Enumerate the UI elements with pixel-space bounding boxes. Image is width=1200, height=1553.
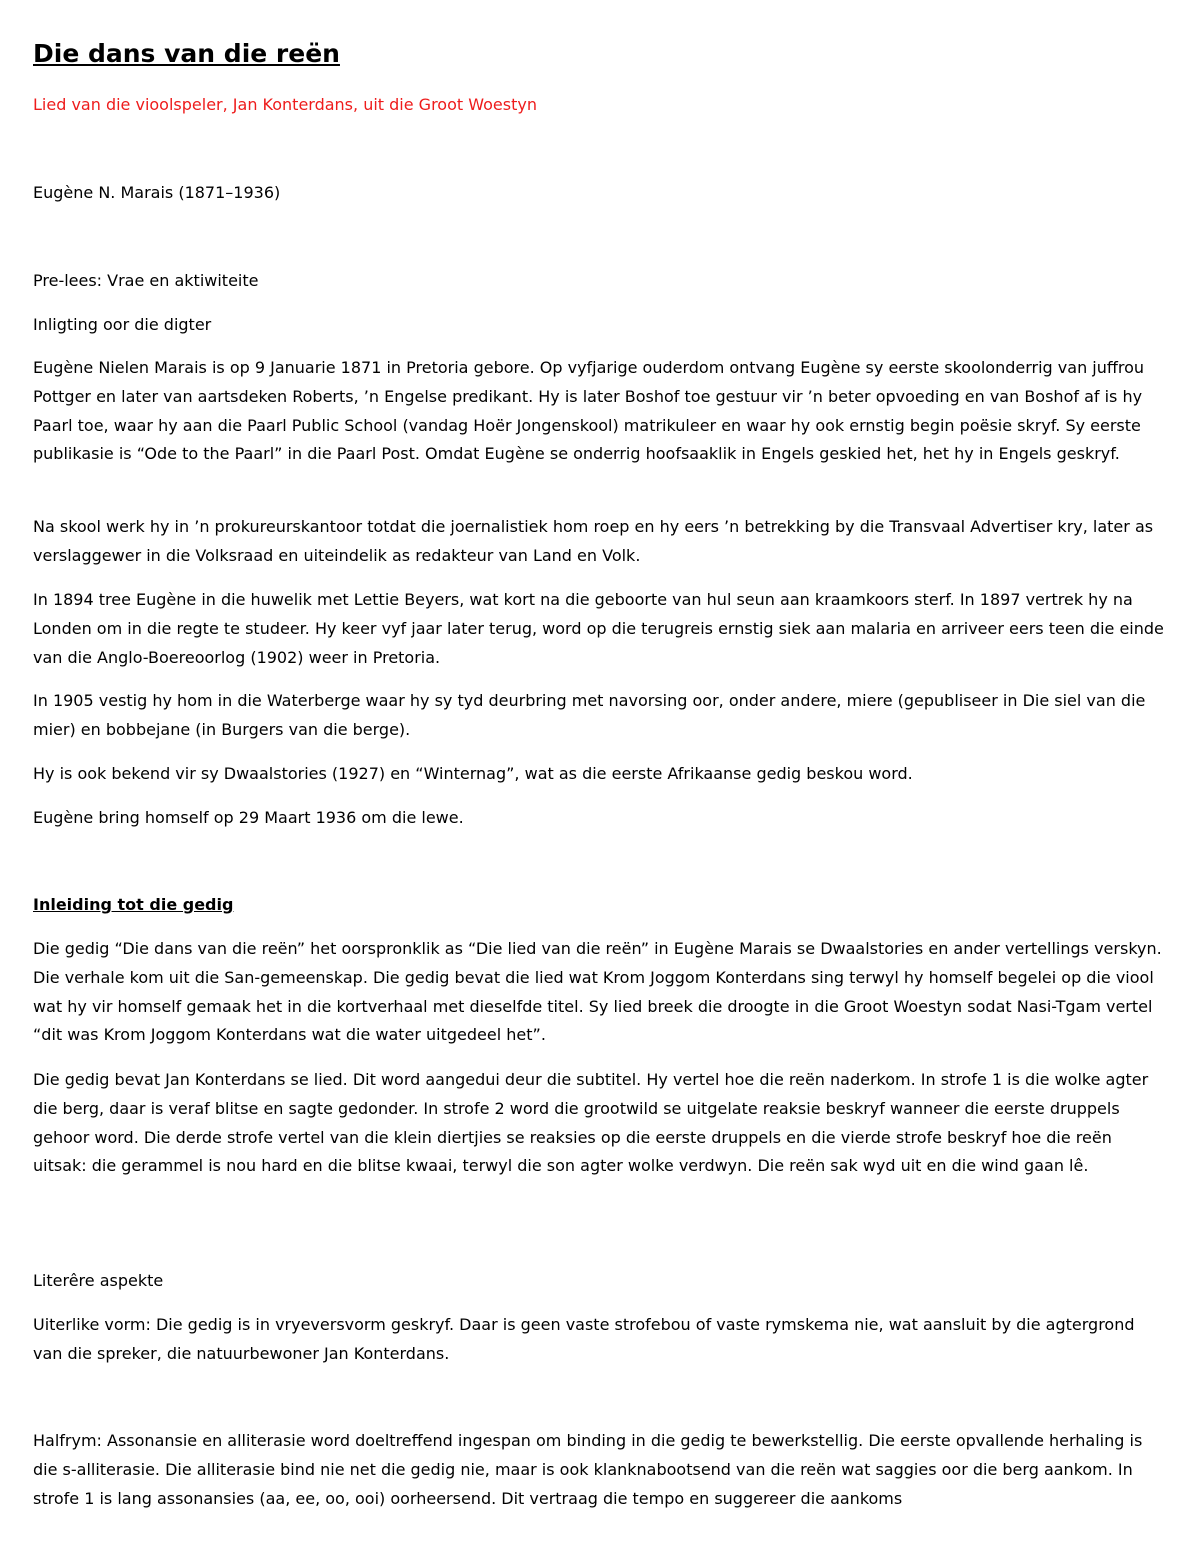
bio-paragraph-5: Hy is ook bekend vir sy Dwaalstories (1927) en “Winternag”, wat as die eerste Afrikaanse gedig beskou word.	[33, 764, 913, 783]
bio-paragraph-6: Eugène bring homself op 29 Maart 1936 om die lewe.	[33, 808, 464, 827]
literary-heading: Literêre aspekte	[33, 1271, 164, 1290]
form-paragraph: Uiterlike vorm: Die gedig is in vryeversvorm geskryf. Daar is geen vaste strofebou of vaste rymskema nie, wat aansluit by die agtergrond van die spreker, die natuurbewoner Jan Konterdans.	[33, 1315, 1135, 1363]
bio-paragraph-4: In 1905 vestig hy hom in die Waterberge waar hy sy tyd deurbring met navorsing oor, onder andere, miere (gepubliseer in Die siel van die mier) en bobbejane (in Burgers van die berge).	[33, 691, 1146, 739]
intro-paragraph-1: Die gedig “Die dans van die reën” het oorspronklik as “Die lied van die reën” in Eugène Marais se Dwaalstories en ander vertellings verskyn. Die verhale kom uit die San-gemeenskap. Die gedig bevat die lied wat Krom Joggom Konterdans sing terwyl hy homself begelei op die viool wat hy vir homself gemaak het in die kortverhaal met dieselfde titel. Sy lied breek die droogte in die Groot Woestyn sodat Nasi-Tgam vertel “dit was Krom Joggom Konterdans wat die water uitgedeel het”.	[33, 939, 1162, 1045]
bio-paragraph-1: Eugène Nielen Marais is op 9 Januarie 1871 in Pretoria gebore. Op vyfjarige ouderdom ontvang Eugène sy eerste skoolonderrig van juffrou Pottger en later van aartsdeken Roberts, ’n Engelse predikant. Hy is later Boshof toe gestuur vir ’n beter opvoeding en van Boshof af is hy Paarl toe, waar hy aan die Paarl Public School (vandag Hoër Jongenskool) matrikuleer en waar hy ook ernstig begin poësie skryf. Sy eerste publikasie is “Ode to the Paarl” in die Paarl Post. Omdat Eugène se onderrig hoofsaaklik in Engels geskied het, het hy in Engels geskryf.	[33, 358, 1145, 464]
intro-paragraph-2: Die gedig bevat Jan Konterdans se lied. Dit word aangedui deur die subtitel. Hy vertel hoe die reën naderkom. In strofe 1 is die wolke agter die berg, daar is veraf blitse en sagte gedonder. In strofe 2 word die grootwild se uitgelate reaksie beskryf wanneer die eerste druppels gehoor word. Die derde strofe vertel van die klein diertjies se reaksies op die eerste druppels en die vierde strofe beskryf hoe die reën uitsak: die gerammel is nou hard en die blitse kwaai, terwyl die son agter wolke verdwyn. Die reën sak wyd uit en die wind gaan lê.	[33, 1070, 1149, 1176]
prelees-heading: Pre-lees: Vrae en aktiwiteite	[33, 271, 259, 290]
info-heading: Inligting oor die digter	[33, 315, 212, 334]
intro-heading: Inleiding tot die gedig	[33, 895, 234, 914]
bio-paragraph-3: In 1894 tree Eugène in die huwelik met Lettie Beyers, wat kort na die geboorte van hul seun aan kraamkoors sterf. In 1897 vertrek hy na Londen om in die regte te studeer. Hy keer vyf jaar later terug, word op die terugreis ernstig siek aan malaria en arriveer eers teen die einde van die Anglo-Boereoorlog (1902) weer in Pretoria.	[33, 590, 1164, 667]
document-page	[33, 36, 1168, 1508]
author-line: Eugène N. Marais (1871–1936)	[33, 183, 281, 202]
document-subtitle: Lied van die vioolspeler, Jan Konterdans, uit die Groot Woestyn	[33, 95, 537, 114]
halfrym-paragraph: Halfrym: Assonansie en alliterasie word doeltreffend ingespan om binding in die gedig te bewerkstellig. Die eerste opvallende herhaling is die s-alliterasie. Die alliterasie bind nie net die gedig nie, maar is ook klanknabootsend van die reën wat saggies oor die berg aankom. In strofe 1 is lang assonansies (aa, ee, oo, ooi) oorheersend. Dit vertraag die tempo en suggereer die aankoms	[33, 1431, 1143, 1508]
document-title: Die dans van die reën	[33, 39, 340, 68]
bio-paragraph-2: Na skool werk hy in ’n prokureurskantoor totdat die joernalistiek hom roep en hy eers ’n betrekking by die Transvaal Advertiser kry, later as verslaggewer in die Volksraad en uiteindelik as redakteur van Land en Volk.	[33, 517, 1154, 565]
